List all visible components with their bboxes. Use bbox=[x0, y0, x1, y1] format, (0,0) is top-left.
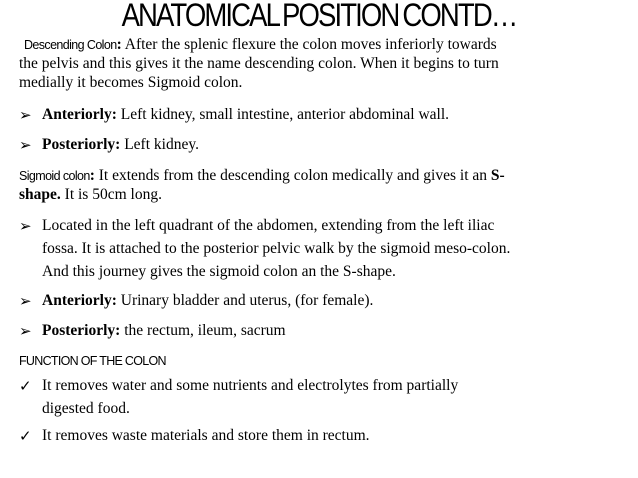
sigmoid-posteriorly: Posteriorly: the rectum, ileum, sacrum bbox=[42, 322, 286, 339]
arrow-bullet-icon: ➢ bbox=[19, 136, 32, 154]
arrow-bullet-icon: ➢ bbox=[19, 322, 32, 340]
function-item-2: It removes waste materials and store them in rectum. bbox=[42, 427, 370, 444]
sigmoid-colon-label: Sigmoid colon bbox=[19, 169, 90, 183]
arrow-bullet-icon: ➢ bbox=[19, 217, 32, 235]
arrow-bullet-icon: ➢ bbox=[19, 106, 32, 124]
check-icon: ✓ bbox=[19, 427, 32, 445]
function-heading: FUNCTION OF THE COLON bbox=[19, 354, 166, 368]
descending-posteriorly: Posteriorly: Left kidney. bbox=[42, 136, 199, 153]
sigmoid-location-line-1: Located in the left quadrant of the abdomen, extending from the left iliac bbox=[42, 217, 495, 234]
sigmoid-location-line-3: And this journey gives the sigmoid colon an the S-shape. bbox=[42, 263, 396, 280]
arrow-bullet-icon: ➢ bbox=[19, 292, 32, 310]
function-item-1-line-2: digested food. bbox=[42, 400, 130, 417]
sigmoid-line-1: Sigmoid colon: It extends from the descending colon medically and gives it an S- bbox=[19, 167, 505, 184]
sigmoid-line-2: shape. It is 50cm long. bbox=[19, 186, 162, 203]
descending-text-1: After the splenic flexure the colon moves inferiorly towards bbox=[124, 36, 497, 53]
sigmoid-anteriorly: Anteriorly: Urinary bladder and uterus, (for female). bbox=[42, 292, 374, 309]
function-item-1-line-1: It removes water and some nutrients and electrolytes from partially bbox=[42, 377, 459, 394]
slide-title: ANATOMICAL POSITION CONTD… bbox=[121, 0, 517, 33]
sigmoid-location-line-2: fossa. It is attached to the posterior pelvic walk by the sigmoid meso-colon. bbox=[42, 240, 511, 257]
check-icon: ✓ bbox=[19, 377, 32, 395]
descending-line-1: Descending Colon: After the splenic flexure the colon moves inferiorly towards bbox=[24, 36, 497, 53]
descending-line-3: medially it becomes Sigmoid colon. bbox=[19, 74, 243, 91]
descending-line-2: the pelvis and this gives it the name descending colon. When it begins to turn bbox=[19, 55, 499, 72]
descending-anteriorly: Anteriorly: Left kidney, small intestine, anterior abdominal wall. bbox=[42, 106, 450, 123]
descending-colon-label: Descending Colon bbox=[24, 38, 117, 52]
